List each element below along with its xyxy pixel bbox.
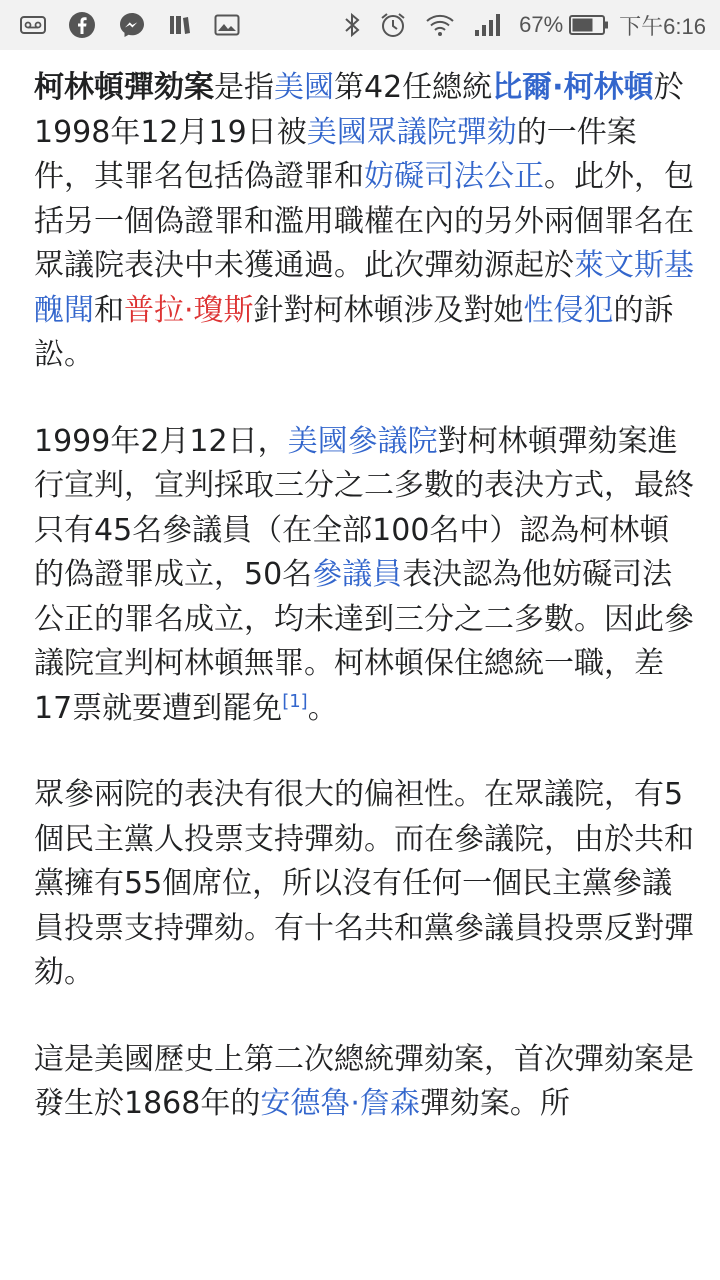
link-usa[interactable]: 美國 xyxy=(274,70,334,105)
citation-link[interactable]: [1] xyxy=(282,690,308,712)
paragraph xyxy=(34,66,694,378)
clock: 下午6:16 xyxy=(619,13,706,39)
text-run: 的訴訟。 xyxy=(34,292,674,372)
text-run: 。 xyxy=(307,690,338,726)
status-bar-right xyxy=(325,10,706,41)
paragraph: 眾參兩院的表決有很大的偏袒性。在眾議院，有5個民主黨人投票支持彈劾。而在參議院，由於共和黨擁有55個席位，所以沒有任何一個民主黨參議員投票支持彈劾。有十名共和黨參議員投票反對彈劾。 xyxy=(34,777,694,990)
text-run: 針對柯林頓涉及對她 xyxy=(253,292,524,328)
article-body xyxy=(34,66,694,1169)
text-run: 對柯林頓彈劾案進行宣判，宣判採取三分之二多數的表決方式，最終只有45名參議員（在全部100名中）認為柯林頓的偽證罪成立，50名 xyxy=(34,423,694,592)
link-house-of-representatives[interactable]: 美國眾議院 xyxy=(306,114,457,150)
paragraph xyxy=(34,1038,694,1127)
text-run: 這是美國歷史上第二次總統彈劾案，首次彈劾案是發生於1868年的 xyxy=(34,1041,694,1121)
wifi-icon xyxy=(425,12,455,38)
battery-icon xyxy=(569,14,609,36)
text-run: 和 xyxy=(94,292,124,328)
text-run: 的一件案件，其罪名包括偽證罪和 xyxy=(34,114,637,194)
link-paula-jones[interactable]: 普拉·瓊斯 xyxy=(124,292,254,328)
link-obstruction-of-justice[interactable]: 妨礙司法公正 xyxy=(364,159,544,194)
text-run: 1999年2月12日， xyxy=(34,423,288,459)
link-lewinsky-scandal[interactable]: 萊文斯基醜聞 xyxy=(34,248,694,328)
link-bill-clinton[interactable]: 比爾·柯林頓 xyxy=(492,70,654,105)
link-sexual-assault[interactable]: 性侵犯 xyxy=(523,292,614,328)
link-impeachment[interactable]: 彈劾 xyxy=(456,114,517,150)
link-senator[interactable]: 參議員 xyxy=(312,557,403,592)
text-run: 第42任總統 xyxy=(334,70,493,105)
link-us-senate[interactable]: 美國參議院 xyxy=(287,423,438,459)
text-run: 是指 xyxy=(214,70,274,105)
paragraph xyxy=(34,420,694,732)
text-run: 表決認為他妨礙司法公正的罪名成立，均未達到三分之二多數。因此參議院宣判柯林頓無罪。柯林頓保住總統一職，差17票就要遭到罷免 xyxy=(34,557,694,726)
signal-icon xyxy=(473,12,503,38)
image-icon xyxy=(214,13,240,37)
text-run: 彈劾案。所 xyxy=(419,1086,570,1121)
status-bar-left xyxy=(20,11,262,39)
link-andrew-johnson[interactable]: 安德魯·詹森 xyxy=(260,1086,420,1121)
messenger-icon xyxy=(118,11,146,39)
reader-icon xyxy=(168,13,192,37)
alarm-icon xyxy=(379,11,407,39)
text-run: 。此外，包括另一個偽證罪和濫用職權在內的另外兩個罪名在眾議院表決中未獲通過。此次彈劾源起於 xyxy=(34,159,694,283)
facebook-icon xyxy=(68,11,96,39)
status-bar xyxy=(0,0,720,50)
article-title-term: 柯林頓彈劾案 xyxy=(34,70,214,105)
voicemail-icon xyxy=(20,14,46,36)
bluetooth-icon xyxy=(343,11,361,39)
text-run: 於1998年12月19日被 xyxy=(34,70,684,150)
battery-percent: 67% xyxy=(519,12,564,37)
